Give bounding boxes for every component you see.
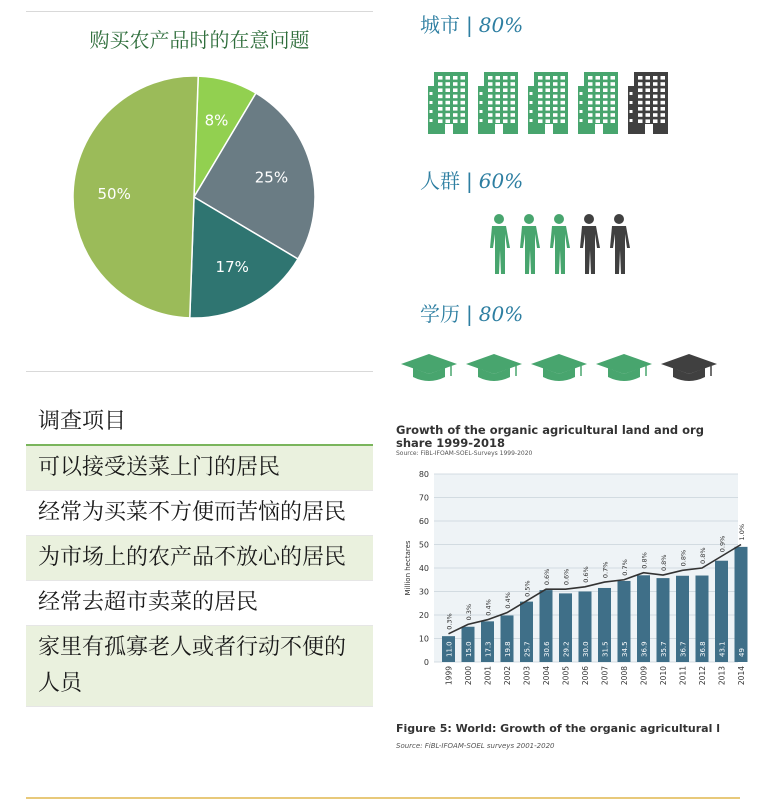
y-tick-label: 40 xyxy=(418,564,429,573)
mid-divider xyxy=(26,371,373,372)
x-tick-label: 1999 xyxy=(444,666,454,686)
y-tick-label: 50 xyxy=(418,540,429,550)
survey-header: 调查项目 xyxy=(26,400,373,446)
share-label: 0.3% xyxy=(445,613,454,630)
person-icon xyxy=(547,214,571,276)
x-tick-label: 2009 xyxy=(639,666,649,686)
survey-row: 家里有孤寡老人或者行动不便的人员 xyxy=(26,626,373,707)
x-tick-label: 2004 xyxy=(542,666,551,686)
survey-row: 经常去超市卖菜的居民 xyxy=(26,581,373,626)
survey-row: 经常为买菜不方便而苦恼的居民 xyxy=(26,491,373,536)
y-tick-label: 70 xyxy=(418,493,429,503)
bar-value-label: 11.0 xyxy=(445,641,454,657)
bar-value-label: 30.6 xyxy=(543,641,551,657)
share-label: 0.4% xyxy=(504,592,512,609)
stat-city-icons xyxy=(428,72,678,134)
figure-title-line1: Growth of the organic agricultural land and org xyxy=(396,423,704,437)
x-tick-label: 2005 xyxy=(561,666,571,686)
x-tick-label: 2010 xyxy=(659,666,668,686)
y-tick-label: 10 xyxy=(418,634,429,644)
organic-growth-figure xyxy=(396,423,746,764)
bar-value-label: 35.7 xyxy=(660,641,668,657)
stat-people-icons xyxy=(487,214,637,276)
x-tick-label: 2014 xyxy=(737,666,746,686)
figure-caption: Figure 5: World: Growth of the organic agricultural l xyxy=(396,722,720,735)
bar-value-label: 43.1 xyxy=(718,641,727,657)
share-label: 0.8% xyxy=(640,552,649,569)
share-label: 1.0% xyxy=(738,523,746,541)
graduation-cap-icon xyxy=(464,352,524,382)
stat-people-sep: | xyxy=(466,169,473,193)
x-tick-label: 2012 xyxy=(698,666,707,686)
share-label: 0.8% xyxy=(679,549,688,567)
person-icon xyxy=(607,214,631,276)
bar-value-label: 36.8 xyxy=(699,641,707,657)
bar-chart xyxy=(396,466,746,736)
bar-value-label: 36.7 xyxy=(679,641,688,657)
building-icon xyxy=(528,72,568,134)
person-icon xyxy=(487,214,511,276)
survey-row: 可以接受送菜上门的居民 xyxy=(26,446,373,491)
share-label: 0.6% xyxy=(543,568,551,586)
bar-value-label: 30.0 xyxy=(582,641,590,657)
y-tick-label: 60 xyxy=(418,517,429,526)
pie-slice xyxy=(73,76,198,318)
figure-title-line2: share 1999-2018 xyxy=(396,436,506,450)
x-tick-label: 2007 xyxy=(600,666,610,686)
figure-source-top: Source: FiBL-IFOAM-SOEL-Surveys 1999-2020 xyxy=(396,450,533,457)
bar-value-label: 25.7 xyxy=(523,641,532,657)
share-label: 0.4% xyxy=(484,599,493,616)
stat-education-label xyxy=(420,298,523,327)
pie-title: 购买农产品时的在意问题 xyxy=(89,28,310,52)
share-label: 0.6% xyxy=(562,568,571,586)
stat-city-pct: 80% xyxy=(478,13,524,37)
pie-chart xyxy=(26,58,373,358)
top-divider xyxy=(26,11,373,12)
share-label: 0.7% xyxy=(621,559,629,576)
bar-value-label: 17.3 xyxy=(484,641,493,657)
stat-education-sep: | xyxy=(466,302,473,326)
y-tick-label: 0 xyxy=(423,658,429,667)
pie-slice-label: 17% xyxy=(215,258,249,277)
graduation-cap-icon xyxy=(529,352,589,382)
bar-value-label: 31.5 xyxy=(601,641,610,657)
building-icon xyxy=(478,72,518,134)
x-tick-label: 2006 xyxy=(581,666,590,686)
bar-value-label: 34.5 xyxy=(621,641,629,657)
bar xyxy=(735,547,748,662)
graduation-cap-icon xyxy=(399,352,459,382)
y-tick-label: 20 xyxy=(418,611,429,620)
bar-value-label: 19.8 xyxy=(504,641,512,657)
bottom-divider xyxy=(26,797,740,799)
share-label: 0.8% xyxy=(699,547,707,564)
share-label: 0.3% xyxy=(465,603,473,621)
graduation-cap-icon xyxy=(594,352,654,382)
stat-education-name: 学历 xyxy=(420,302,460,326)
share-label: 0.9% xyxy=(718,535,727,553)
survey-table xyxy=(26,400,373,707)
x-tick-label: 2003 xyxy=(522,666,532,686)
x-tick-label: 2008 xyxy=(620,666,629,686)
building-icon xyxy=(578,72,618,134)
person-icon xyxy=(517,214,541,276)
building-icon xyxy=(428,72,468,134)
figure-source-bottom: Source: FiBL-IFOAM-SOEL surveys 2001-2020 xyxy=(396,742,555,750)
stat-people-pct: 60% xyxy=(478,169,524,193)
x-tick-label: 2013 xyxy=(717,666,727,686)
x-tick-label: 2000 xyxy=(464,666,473,686)
stat-city-sep: | xyxy=(466,13,473,37)
stat-education-pct: 80% xyxy=(478,302,524,326)
x-tick-label: 2011 xyxy=(678,666,688,686)
pie-slice-label: 25% xyxy=(254,168,289,187)
person-icon xyxy=(577,214,601,276)
share-label: 0.6% xyxy=(582,566,590,583)
stat-people-label xyxy=(420,165,523,194)
stat-people-name: 人群 xyxy=(420,169,460,193)
y-axis-label: Million hectares xyxy=(404,540,412,596)
y-tick-label: 30 xyxy=(418,587,429,597)
stat-city-name: 城市 xyxy=(420,13,460,37)
share-label: 0.7% xyxy=(601,561,610,579)
stat-education-icons xyxy=(399,352,724,382)
bar-value-label: 29.2 xyxy=(562,641,571,657)
survey-row: 为市场上的农产品不放心的居民 xyxy=(26,536,373,581)
stat-city-label xyxy=(420,9,523,38)
y-tick-label: 80 xyxy=(418,470,429,479)
pie-slice-label: 8% xyxy=(204,111,229,130)
bar-value-label: 49 xyxy=(738,648,746,657)
share-label: 0.8% xyxy=(660,554,668,572)
graduation-cap-icon xyxy=(659,352,719,382)
bar-value-label: 15.0 xyxy=(465,641,473,657)
x-tick-label: 2001 xyxy=(483,666,493,686)
pie-slice-label: 50% xyxy=(97,185,131,204)
share-label: 0.5% xyxy=(523,580,532,597)
bar-value-label: 36.9 xyxy=(640,641,649,657)
x-tick-label: 2002 xyxy=(503,666,512,686)
building-icon xyxy=(628,72,668,134)
